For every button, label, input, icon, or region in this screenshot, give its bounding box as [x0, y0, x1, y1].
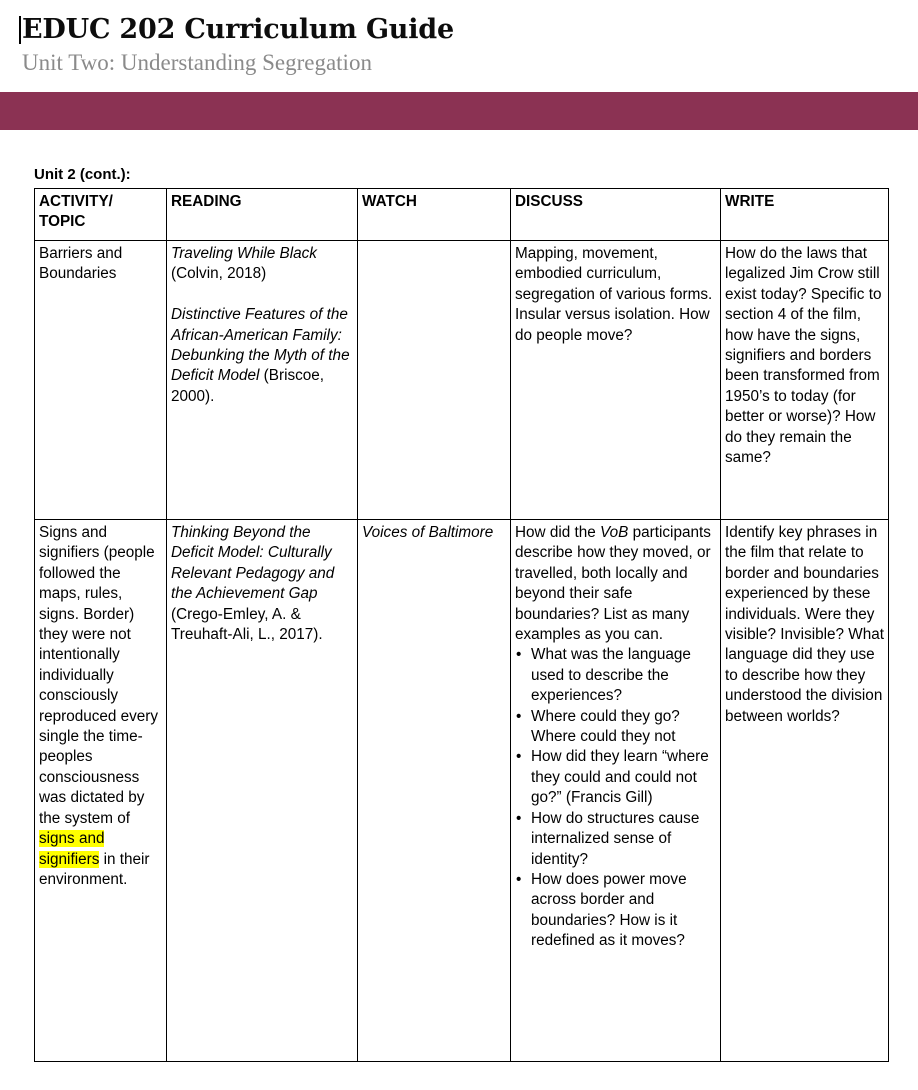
activity-text-part1: Signs and signifiers (people followed the maps, rules, signs. Border) they were not intentionally individually consciously reproduced every single the time-peoples consciousness was dictated by the system of — [39, 524, 159, 827]
reading-citation: (Crego-Emley, A. & Treuhaft-Ali, L., 2017). — [171, 605, 323, 644]
discuss-intro — [515, 523, 716, 645]
page-title: EDUC 202 Curriculum Guide — [22, 14, 918, 46]
document-header — [0, 0, 918, 78]
list-item: • Where could they go? Where could they not — [515, 707, 716, 748]
section-label: Unit 2 (cont.): — [34, 166, 131, 183]
discuss-intro-abbrev: VoB — [600, 524, 629, 541]
column-header-write: WRITE — [721, 189, 889, 241]
activity-text: Barriers and Boundaries — [39, 245, 123, 283]
cell-activity — [35, 241, 167, 520]
reading-citation: (Colvin, 2018) — [171, 265, 267, 283]
page-subtitle: Unit Two: Understanding Segregation — [22, 50, 372, 75]
table-row — [35, 241, 889, 520]
column-header-activity-line1: ACTIVITY/ — [39, 193, 113, 210]
list-item: • How does power move across border and boundaries? How is it redefined as it moves? — [515, 870, 716, 952]
column-header-watch: WATCH — [358, 189, 511, 241]
cell-reading — [167, 241, 358, 520]
reading-citation: (Briscoe, 2000). — [171, 367, 325, 405]
write-text: Identify key phrases in the film that relate to border and boundaries experienced by these individuals. Were they visible? Invisible? What language did they use to describe how they understood the division between worlds? — [725, 524, 884, 725]
reading-entry — [171, 523, 353, 645]
cell-watch — [358, 241, 511, 520]
column-header-discuss: DISCUSS — [511, 189, 721, 241]
reading-title: Thinking Beyond the Deficit Model: Culturally Relevant Pedagogy and the Achievement Gap — [171, 524, 335, 603]
cell-activity — [35, 520, 167, 1062]
cell-discuss — [511, 520, 721, 1062]
discuss-intro-part1: How did the — [515, 524, 601, 541]
curriculum-table-section — [34, 166, 888, 1062]
write-text: How do the laws that legalized Jim Crow still exist today? Specific to section 4 of the film, how have the signs, signifiers and borders been transformed from 1950’s to today (for better or worse)? How do they remain the same? — [725, 245, 882, 467]
curriculum-table — [34, 188, 889, 1062]
reading-entry — [171, 244, 353, 285]
cell-discuss — [511, 241, 721, 520]
reading-title: Distinctive Features of the African-American Family: Debunking the Myth of the Deficit Model — [171, 306, 350, 385]
cell-write — [721, 241, 889, 520]
watch-title: Voices of Baltimore — [362, 524, 494, 541]
reading-title: Traveling While Black — [171, 245, 317, 262]
discuss-text: Mapping, movement, embodied curriculum, segregation of various forms. Insular versus isolation. How do people move? — [515, 245, 713, 344]
list-item: • What was the language used to describe the experiences? — [515, 645, 716, 706]
column-header-activity-line2: TOPIC — [39, 213, 86, 231]
activity-text-part2: in their environment. — [39, 850, 150, 888]
cell-reading — [167, 520, 358, 1062]
table-row — [35, 520, 889, 1062]
accent-banner — [0, 92, 918, 130]
list-item: • How do structures cause internalized sense of identity? — [515, 809, 716, 870]
cell-watch — [358, 520, 511, 1062]
column-header-activity — [35, 189, 167, 241]
column-header-reading: READING — [167, 189, 358, 241]
list-item: • How did they learn “where they could and could not go?” (Francis Gill) — [515, 747, 716, 808]
table-header-row — [35, 189, 889, 241]
discuss-intro-part2: participants describe how they moved, or travelled, both locally and beyond their safe boundaries? List as many examples as you can. — [515, 524, 711, 644]
activity-highlighted-text: signs and signifiers — [39, 830, 105, 868]
cell-write — [721, 520, 889, 1062]
reading-entry — [171, 305, 353, 407]
discuss-bullet-list — [515, 645, 716, 951]
